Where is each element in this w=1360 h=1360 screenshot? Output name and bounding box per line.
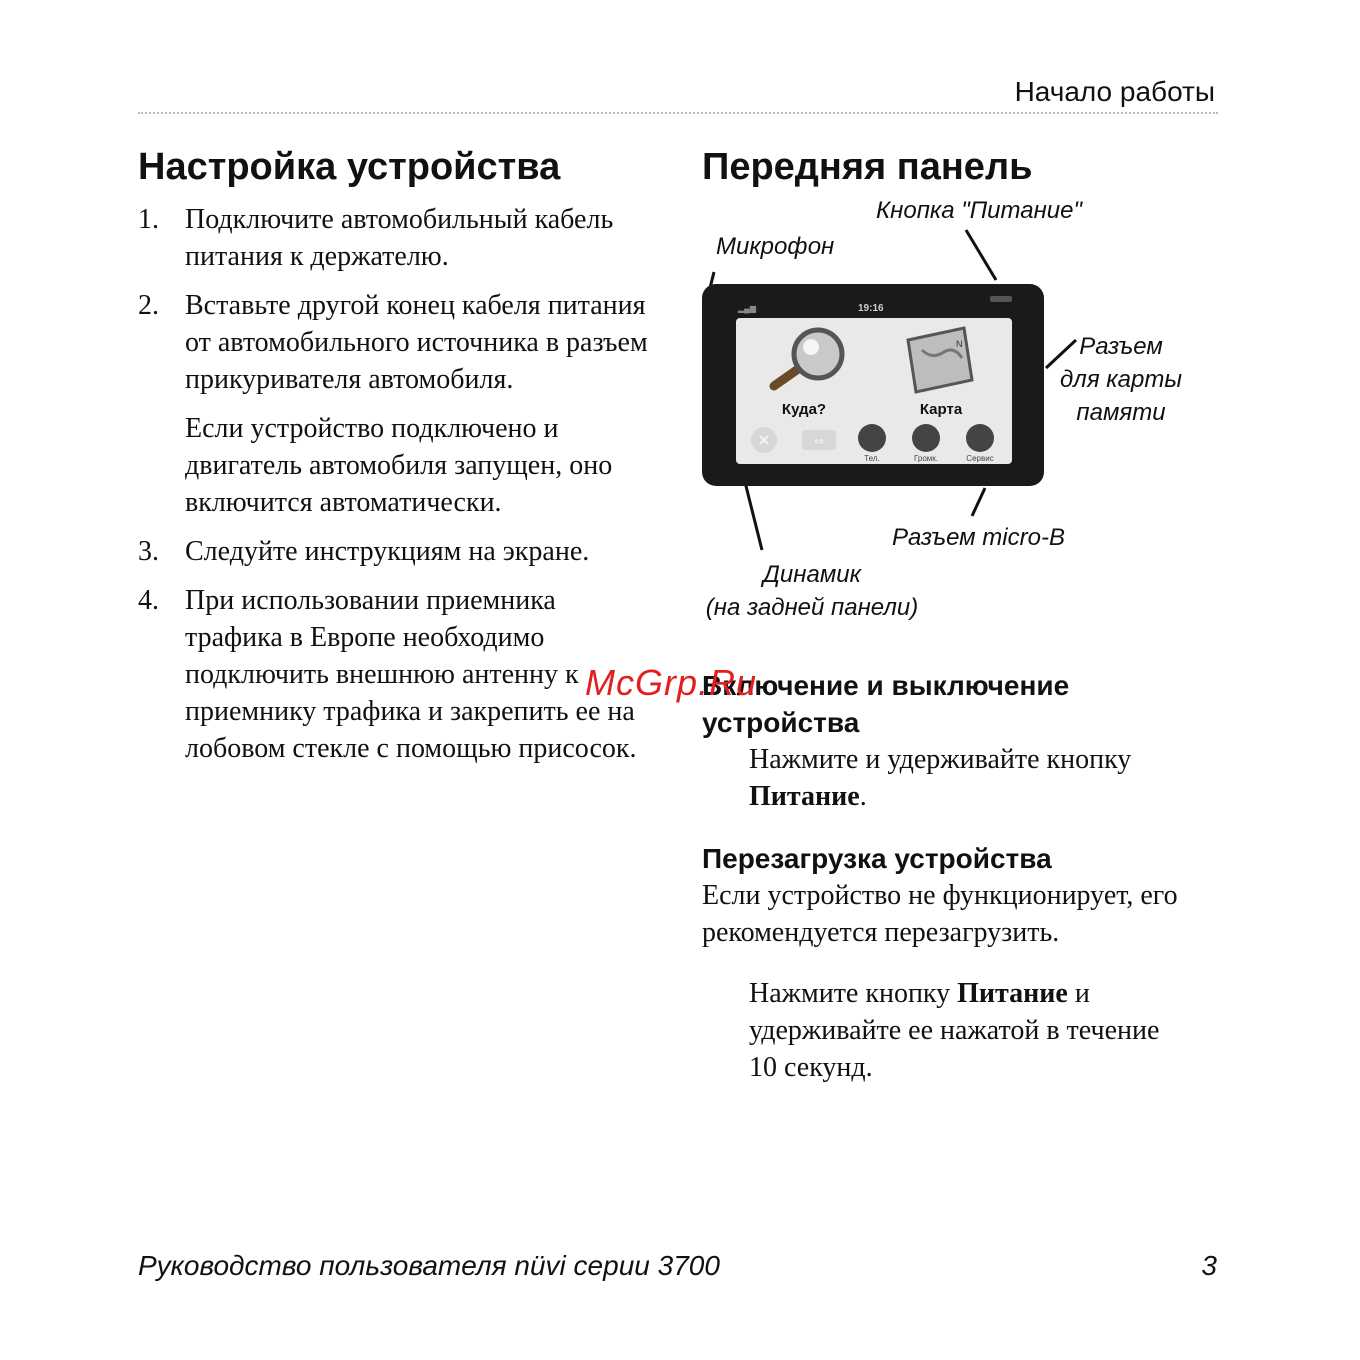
step-text: Если устройство подключено и двигатель автомобиля запущен, оно включится автоматически. — [185, 413, 613, 518]
svg-text:N: N — [956, 339, 963, 349]
volume-icon — [912, 424, 940, 452]
reset-button-name: Питание — [957, 978, 1068, 1009]
footer-title: Руководство пользователя nüvi серии 3700 — [138, 1250, 720, 1281]
tools-label: Сервис — [966, 454, 994, 463]
callout-line-microb — [972, 488, 985, 516]
label-speaker-line: Динамик — [763, 561, 861, 588]
section-title-setup: Настройка устройства — [138, 146, 561, 188]
label-card-slot-line: Разъем — [1079, 333, 1163, 360]
label-microphone: Микрофон — [716, 233, 835, 260]
tools-icon — [966, 424, 994, 452]
label-speaker-line: (на задней панели) — [705, 594, 919, 621]
step-number: 4. — [138, 585, 159, 616]
signal-icon: ▂▄▆ — [738, 304, 756, 313]
step-item — [138, 533, 658, 570]
step-item — [138, 287, 658, 398]
callout-line-speaker — [745, 482, 762, 550]
step-text: При использовании приемника трафика в Европе необходимо подключить внешнюю антенну к приемнику трафика и закрепить ее на лобовом стекле с помощью присосок. — [185, 585, 637, 764]
running-header: Начало работы — [1014, 76, 1215, 107]
label-card-slot — [1046, 330, 1196, 429]
power-text-line: Нажмите и удерживайте кнопку — [749, 744, 1132, 775]
map-icon — [908, 328, 972, 392]
setup-steps — [138, 201, 658, 767]
label-card-slot-line: для карты — [1060, 366, 1182, 393]
reset-section — [702, 840, 1202, 1086]
step-number: 3. — [138, 536, 159, 567]
power-title-line: Включение и выключение — [702, 670, 1070, 701]
label-micro-b: Разъем micro-B — [892, 524, 1065, 551]
header-divider — [138, 112, 1218, 114]
watermark: McGrp.Ru — [585, 662, 758, 703]
phone-label: Тел. — [864, 454, 880, 463]
step-text: Вставьте другой конец кабеля питания от автомобильного источника в разъем прикуривателя автомобиля. — [185, 290, 648, 395]
step-item — [138, 201, 658, 275]
power-text-end: . — [859, 781, 867, 812]
close-glyph: ✕ — [758, 432, 770, 448]
callout-line-power — [966, 230, 996, 280]
status-time: 19:16 — [858, 303, 884, 314]
reset-text: и удерживайте ее нажатой в течение 10 секунд. — [749, 978, 1160, 1083]
power-section — [702, 667, 1202, 815]
step-number — [138, 410, 178, 521]
power-section-text — [702, 741, 1202, 815]
power-button-icon — [990, 296, 1012, 302]
left-column — [138, 146, 658, 767]
power-text-line — [749, 778, 1202, 815]
step-note — [138, 410, 658, 521]
arrows-glyph: ⇔ — [813, 434, 825, 448]
step-text: Подключите автомобильный кабель питания к держателю. — [185, 204, 614, 272]
step-item — [138, 582, 658, 767]
power-section-title — [702, 667, 1202, 741]
label-speaker — [702, 558, 922, 624]
reset-section-title: Перезагрузка устройства — [702, 843, 1052, 874]
reset-intro: Если устройство не функционирует, его рекомендуется перезагрузить. — [702, 880, 1178, 948]
where-to-button: Куда? — [781, 401, 827, 418]
map-button: Карта — [919, 401, 963, 418]
volume-label: Громк. — [913, 454, 939, 463]
power-title-line: устройства — [702, 707, 860, 738]
label-power-button: Кнопка "Питание" — [876, 197, 1083, 224]
step-number: 1. — [138, 204, 159, 235]
label-card-slot-line: памяти — [1076, 399, 1166, 426]
reset-instruction — [702, 975, 1179, 1086]
power-button-name: Питание — [749, 781, 860, 812]
page-number: 3 — [1201, 1250, 1217, 1281]
reset-text: Нажмите кнопку — [749, 978, 958, 1009]
phone-icon — [858, 424, 886, 452]
step-text: Следуйте инструкциям на экране. — [185, 536, 590, 567]
section-title-front-panel: Передняя панель — [702, 146, 1033, 188]
step-number: 2. — [138, 290, 159, 321]
